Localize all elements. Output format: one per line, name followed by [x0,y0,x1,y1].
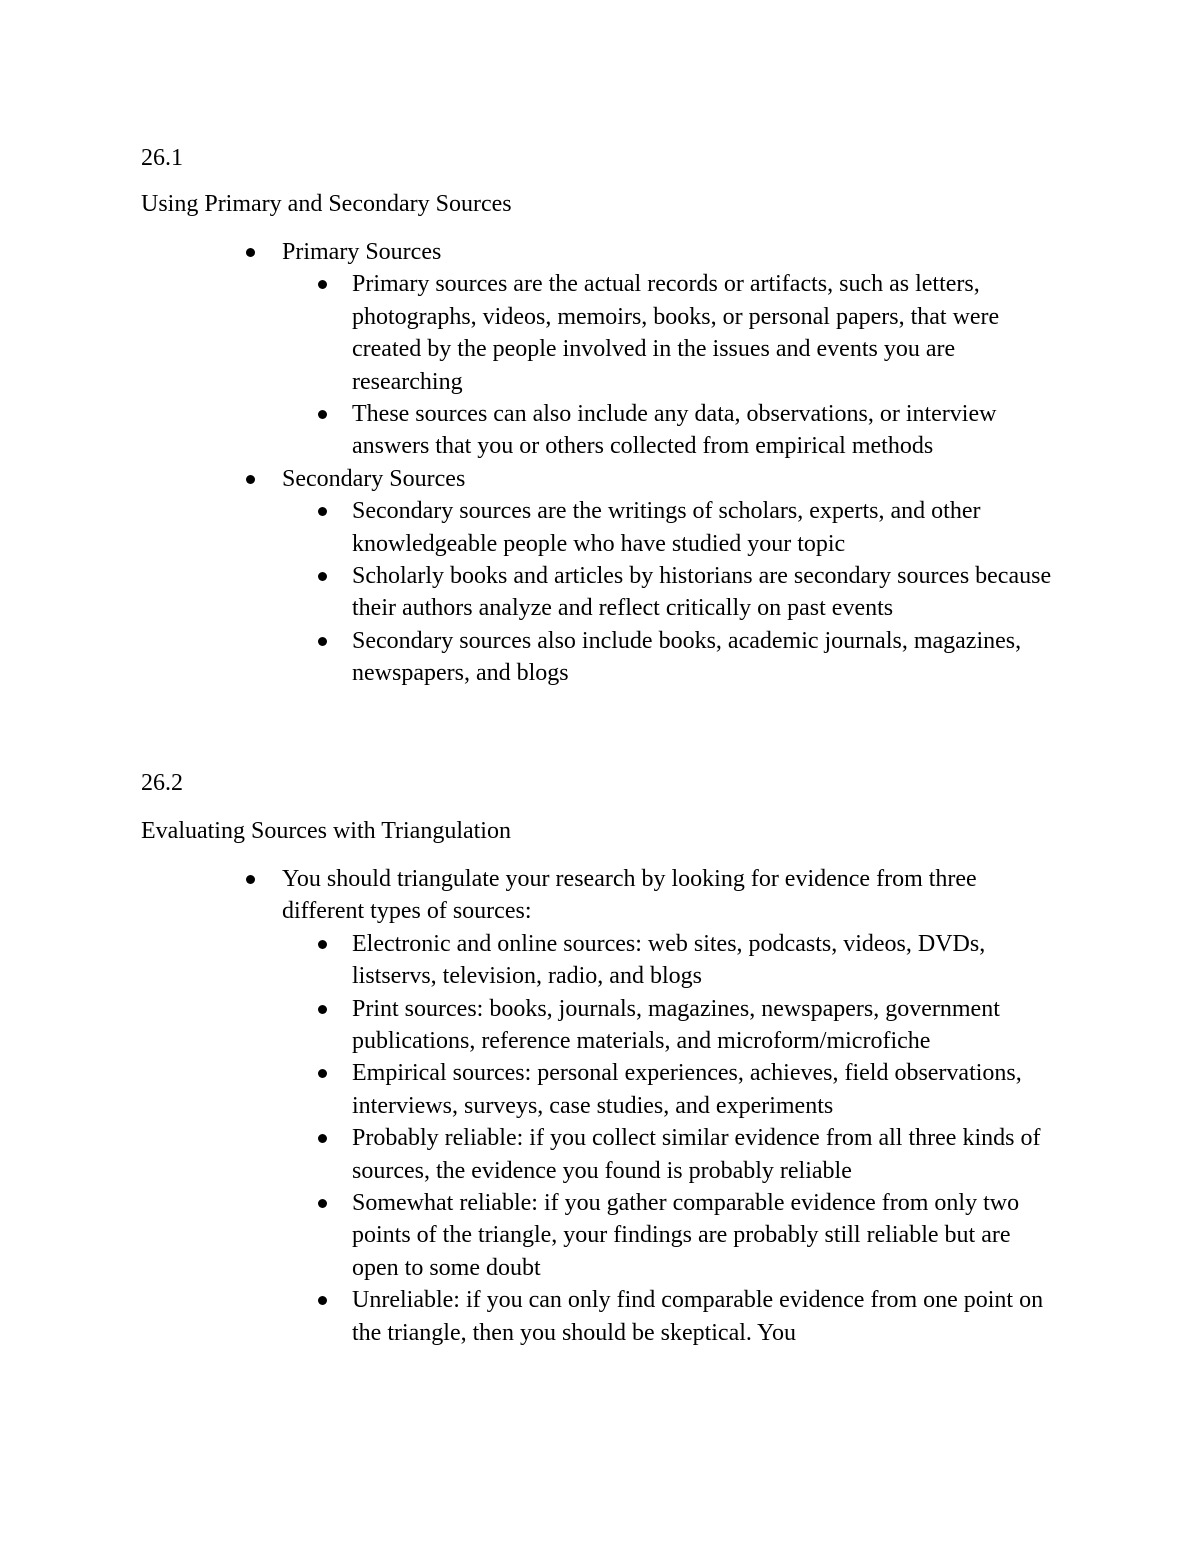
sub-bullet-list [282,928,1142,1349]
list-item-text: Secondary Sources [282,465,466,492]
sub-bullet-list [282,495,1142,689]
sub-list-item-text: Print sources: books, journals, magazines, newspapers, government publications, reference materials, and microform/microfiche [352,995,1000,1055]
bullet-list [282,236,1142,690]
sub-list-item-text: Unreliable: if you can only find comparable evidence from one point on the triangle, then you should be skeptical. You [352,1287,1044,1346]
bullet-icon [318,637,327,646]
sub-list-item [352,1057,1062,1122]
section-title: Evaluating Sources with Triangulation [141,818,511,844]
sub-list-item [352,268,1062,398]
sub-list-item [352,1122,1062,1187]
sub-list-item-text: Probably reliable: if you collect similar evidence from all three kinds of sources, the evidence you found is probably reliable [352,1125,1041,1184]
section-title: Using Primary and Secondary Sources [141,191,512,217]
bullet-icon [318,410,327,419]
bullet-icon [318,280,327,289]
bullet-icon [246,875,255,884]
sub-list-item-text: Scholarly books and articles by historians are secondary sources because their authors analyze and reflect critically on past events [352,563,1052,622]
sub-list-item [352,1187,1062,1284]
bullet-icon [318,940,327,949]
bullet-icon [318,1134,327,1143]
sub-list-item-text: Electronic and online sources: web sites, podcasts, videos, DVDs, listservs, television, radio, and blogs [352,930,986,990]
sub-list-item [352,928,1062,993]
bullet-icon [318,1005,327,1014]
bullet-icon [318,1199,327,1208]
list-item-text: You should triangulate your research by looking for evidence from three different types of sources: [282,866,977,925]
bullet-icon [318,507,327,516]
sub-list-item [352,398,1062,463]
sub-bullet-list [282,268,1142,462]
bullet-icon [318,572,327,581]
bullet-icon [318,1296,327,1305]
list-item [282,236,1142,463]
sub-list-item-text: Primary sources are the actual records or artifacts, such as letters, photographs, videos, memoirs, books, or personal papers, that were created by the people involved in the issues and events you are researching [352,271,1000,395]
bullet-icon [246,475,255,484]
bullet-icon [246,248,255,257]
sub-list-item-text: Somewhat reliable: if you gather comparable evidence from only two points of the triangle, your findings are probably still reliable but are open to some doubt [352,1190,1020,1281]
bullet-list [282,863,1142,1349]
sub-list-item-text: Secondary sources are the writings of scholars, experts, and other knowledgeable people who have studied your topic [352,498,981,557]
sub-list-item [352,993,1062,1058]
sub-list-item [352,1284,1062,1349]
sub-list-item [352,625,1062,690]
sub-list-item [352,495,1062,560]
sub-list-item-text: Secondary sources also include books, academic journals, magazines, newspapers, and blogs [352,627,1022,687]
list-item [282,463,1142,690]
list-item [282,863,1142,1349]
sub-list-item-text: Empirical sources: personal experiences, achieves, field observations, interviews, surveys, case studies, and experiments [352,1060,1022,1119]
sub-list-item-text: These sources can also include any data, observations, or interview answers that you or others collected from empirical methods [352,401,997,460]
list-item-text: Primary Sources [282,239,442,265]
bullet-icon [318,1069,327,1078]
section-number: 26.2 [141,770,183,796]
section-number: 26.1 [141,145,183,171]
sub-list-item [352,560,1062,625]
